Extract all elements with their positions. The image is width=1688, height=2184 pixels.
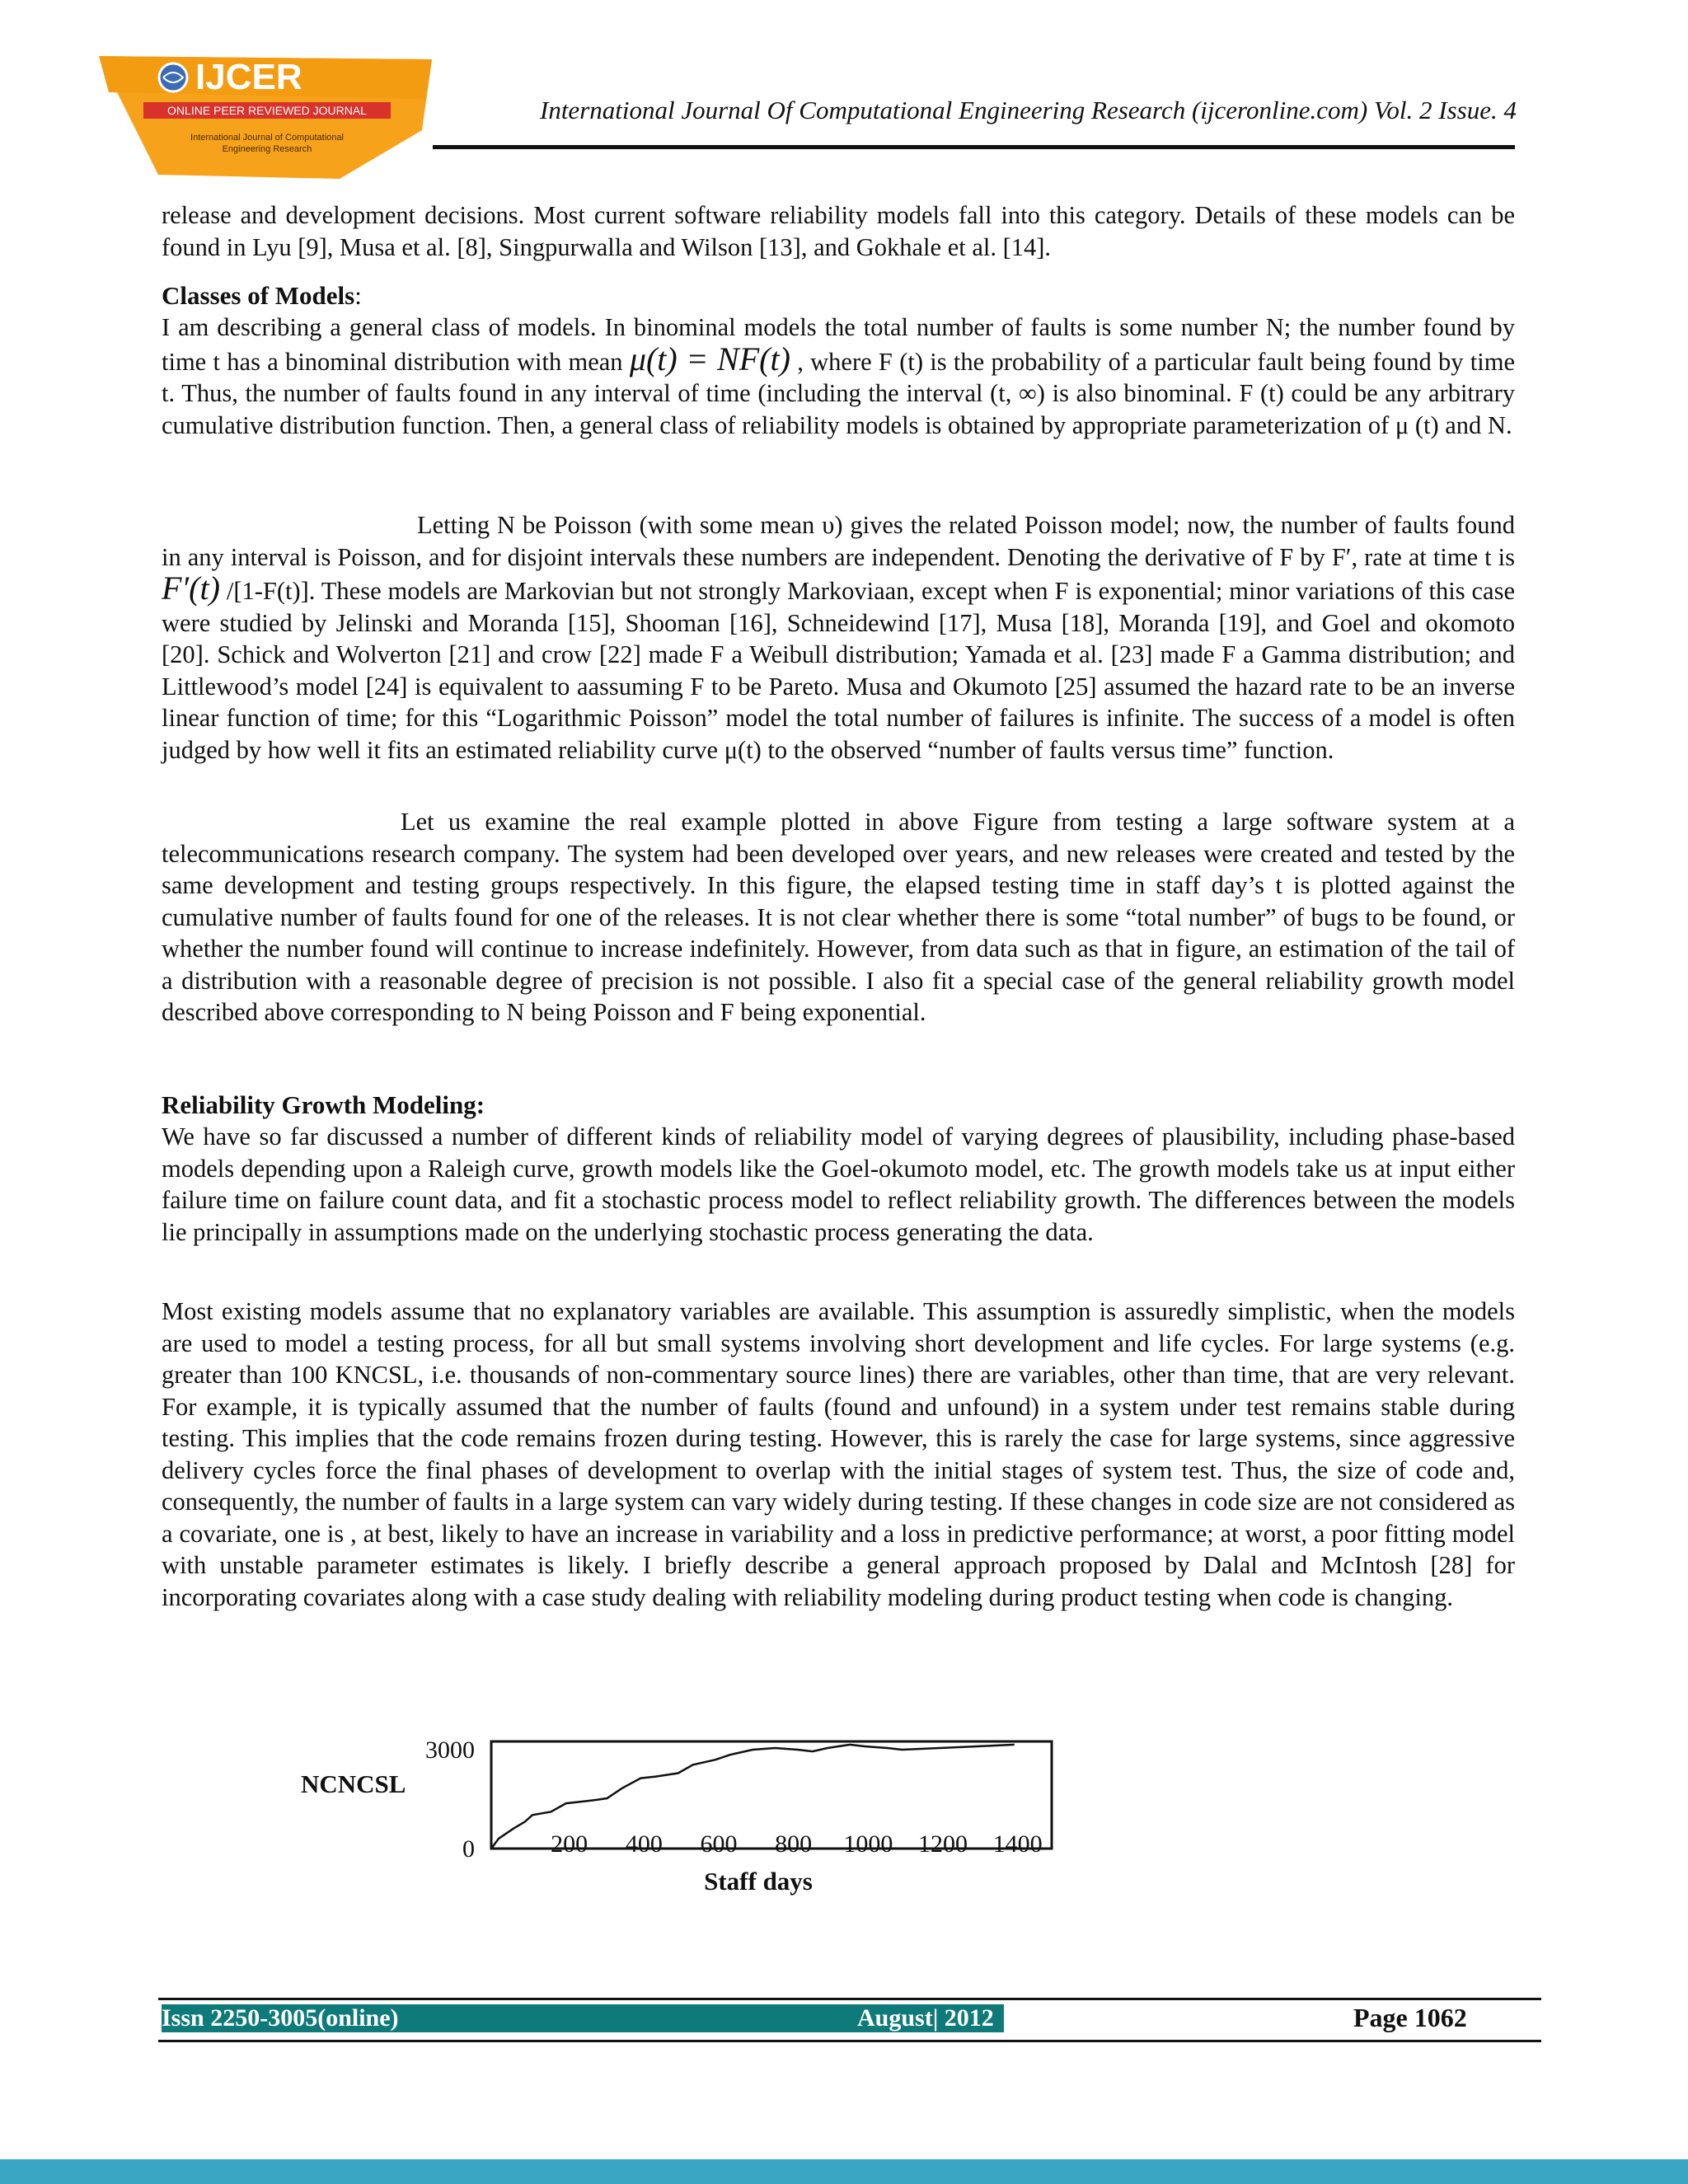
paragraph-growth: We have so far discussed a number of different kinds of reliability model of varying degrees of plausibility, including phase-based models depending upon a Raleigh curve, growth models like the Goel-okumoto model, etc. The growth models take us at input either failure time on failure count data, and fit a stochastic process model to reflect reliability growth. The differences between the models lie principally in assumptions made on the underlying stochastic process generating the data. [162, 1122, 1515, 1246]
paragraph-classes-part1: I am describing a general class of models. In binominal models the total number of faults is some number N; the number found by time t has a binominal distribution with mean [162, 313, 1515, 376]
logo-tagline: ONLINE PEER REVIEWED JOURNAL [167, 104, 367, 117]
bottom-band [0, 2159, 1688, 2184]
paragraph-classes [162, 312, 1515, 441]
x-tick-label: 1200 [918, 1830, 968, 1858]
heading-classes-of-models [162, 280, 362, 312]
footer-bottom-rule [158, 2040, 1541, 2042]
equation-f-prime: F′(t) [162, 569, 220, 607]
paragraph-poisson-part1: Letting N be Poisson (with some mean υ) gives the related Poisson model; now, the number of faults found in any interval is Poisson, and for disjoint intervals these numbers are independent. Denoting the derivative of F by F′, rate at time t is [162, 511, 1515, 571]
paragraph-classes-part2: , where F (t) is the probability of a particular fault being found by time t. Thus, the number of faults found in any interval of time (including the interval (t, ∞) is also binominal. F (t) could be any arbitrary cumulative distribution function. Then, a general class of reliability models is obtained by appropriate parameterization of μ (t) and N. [162, 347, 1515, 439]
heading-classes-colon: : [354, 281, 362, 310]
paragraph-covariates: Most existing models assume that no explanatory variables are available. This assumption is assuredly simplistic, when the models are used to model a testing process, for all but small systems involving short development and life cycles. For large systems (e.g. greater than 100 KNCSL, i.e. thousands of non-commentary source lines) there are variables, other than time, that are very relevant. For example, it is typically assumed that the number of faults (found and unfound) in a system under test remains stable during testing. This implies that the code remains frozen during testing. However, this is rarely the case for large systems, since aggressive delivery cycles force the final phases of development to overlap with the initial stages of system test. Thus, the size of code and, consequently, the number of faults in a large system can vary widely during testing. If these changes in code size are not considered as a covariate, one is , at best, likely to have an increase in variability and a loss in predictive performance; at worst, a poor fitting model with unstable parameter estimates is likely. I briefly describe a general approach proposed by Dalal and McIntosh [28] for incorporating covariates along with a case study dealing with reliability modeling during product testing when code is changing. [162, 1297, 1515, 1611]
x-tick-label: 600 [700, 1830, 738, 1858]
paragraph-poisson [162, 509, 1515, 766]
header-rule [433, 145, 1515, 149]
paragraph-example [162, 806, 1515, 1029]
faults-chart [280, 1727, 1104, 1908]
x-tick-label: 200 [551, 1830, 588, 1858]
y-tick-label: 0 [462, 1835, 475, 1863]
footer-top-rule [158, 1998, 1541, 2000]
footer-page-number: Page 1062 [1353, 2003, 1467, 2032]
paragraph-poisson-part2: /[1-F(t)]. These models are Markovian but not strongly Markoviaan, except when F is exponential; minor variations of this case were studied by Jelinski and Moranda [15], Shooman [16], Schneidewind [17], Musa [18], Moranda [19], and Goel and okomoto [20]. Schick and Wolverton [21] and crow [22] made F a Weibull distribution; Yamada et al. [23] made F a Gamma distribution; and Littlewood’s model [24] is equivalent to aassuming F to be Pareto. Musa and Okumoto [25] assumed the hazard rate to be an inverse linear function of time; for this “Logarithmic Poisson” model the total number of failures is infinite. The success of a model is often judged by how well it fits an estimated reliability curve μ(t) to the observed “number of faults versus time” function. [162, 577, 1515, 764]
x-axis-label: Staff days [704, 1867, 813, 1896]
journal-title: International Journal Of Computational Engineering Research (ijceronline.com) Vol. 2 Issue. 4 [540, 96, 1517, 124]
y-axis-label: NCNCSL [301, 1769, 406, 1798]
x-tick-label: 800 [775, 1830, 813, 1858]
paragraph-example-text: Let us examine the real example plotted in above Figure from testing a large software system at a telecommunications research company. The system had been developed over years, and new releases were created and tested by the same development and testing groups respectively. In this figure, the elapsed testing time in staff day’s t is plotted against the cumulative number of faults found for one of the releases. It is not clear whether there is some “total number” of bugs to be found, or whether the number found will continue to increase indefinitely. However, from data such as that in figure, an estimation of the tail of a distribution with a reasonable degree of precision is not possible. I also fit a special case of the general reliability growth model described above corresponding to N being Poisson and F being exponential. [162, 808, 1515, 1026]
y-tick-label: 3000 [425, 1736, 475, 1764]
logo-text: IJCER [195, 57, 302, 97]
x-tick-label: 1000 [843, 1830, 893, 1858]
footer-date: August| 2012 [857, 2004, 994, 2032]
journal-logo [92, 51, 438, 183]
x-tick-label: 1400 [992, 1830, 1043, 1858]
heading-reliability-growth: Reliability Growth Modeling: [162, 1090, 485, 1119]
equation-mu-t: μ(t) = NF(t) [629, 340, 790, 377]
paragraph-intro: release and development decisions. Most current software reliability models fall into this category. Details of these models can be found in Lyu [9], Musa et al. [8], Singpurwalla and Wilson [13], and Gokhale et al. [14]. [162, 201, 1515, 261]
logo-subtitle-line1: International Journal of Computational [190, 133, 344, 143]
footer-issn: Issn 2250-3005(online) [162, 2004, 399, 2032]
x-tick-label: 400 [625, 1830, 663, 1858]
logo-subtitle-line2: Engineering Research [222, 144, 312, 154]
heading-classes-text: Classes of Models [162, 281, 355, 310]
